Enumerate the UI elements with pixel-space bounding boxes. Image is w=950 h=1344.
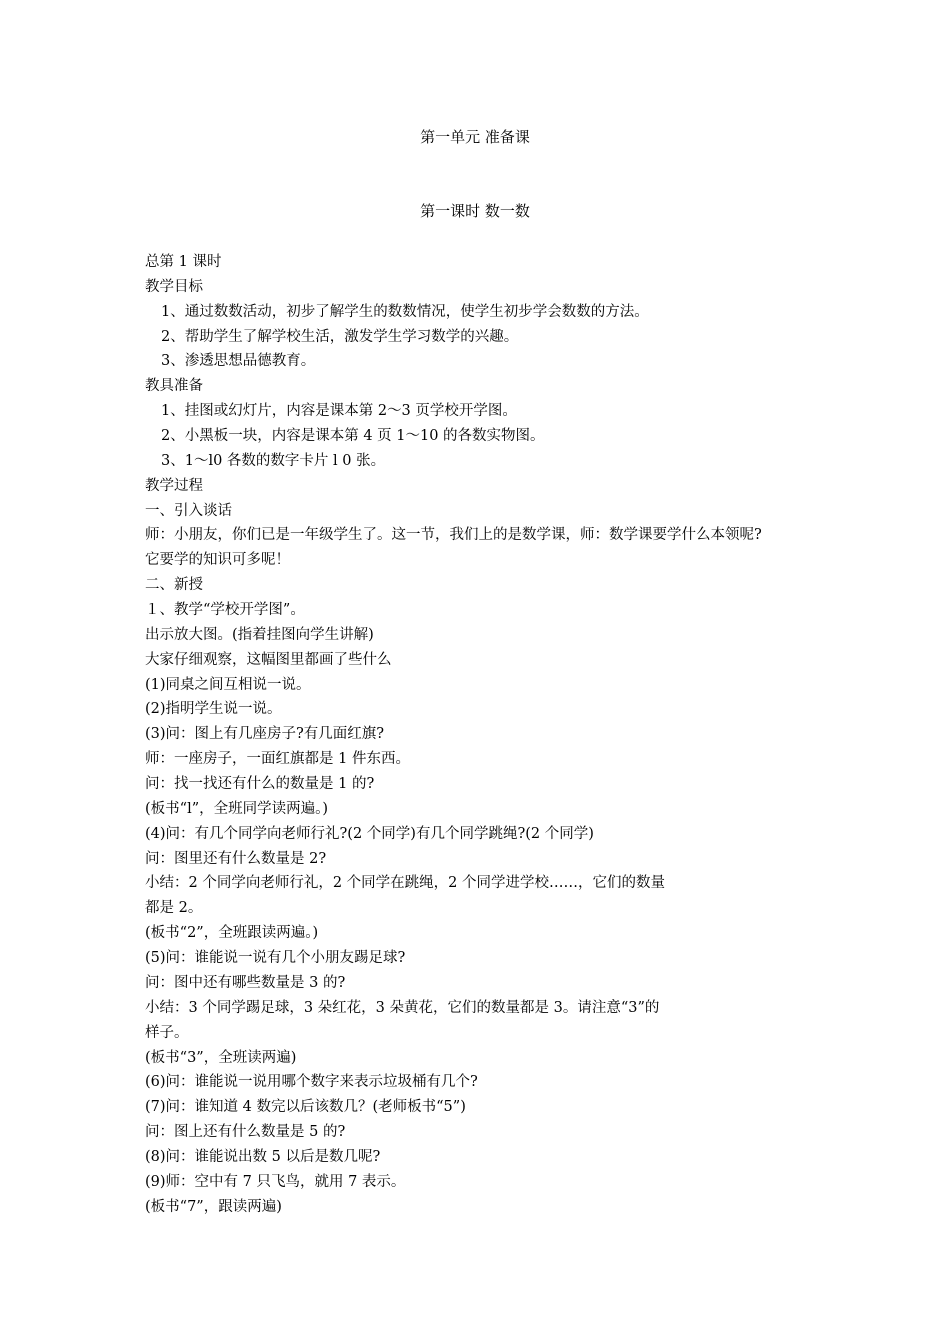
objective-item: 2、帮助学生了解学校生活，激发学生学习数学的兴趣。 xyxy=(161,328,519,345)
paragraph-line: 小结：2 个同学向老师行礼，2 个同学在跳绳，2 个同学进学校……，它们的数量 xyxy=(145,875,666,892)
paragraph-line: (2)指明学生说一说。 xyxy=(145,701,282,718)
paragraph-line: 问：找一找还有什么的数量是 1 的? xyxy=(145,776,375,793)
section-heading-objectives: 教学目标 xyxy=(145,278,203,295)
subsection-heading-introduction: 一、引入谈话 xyxy=(145,502,232,519)
paragraph-line: 都是 2。 xyxy=(145,900,203,917)
section-heading-materials: 教具准备 xyxy=(145,378,203,395)
material-item: 3、1～l0 各数的数字卡片 l 0 张。 xyxy=(161,452,386,469)
section-heading-process: 教学过程 xyxy=(145,477,203,494)
paragraph-line: (板书“3”，全班读两遍) xyxy=(145,1049,297,1066)
paragraph-line: 它要学的知识可多呢！ xyxy=(145,552,290,569)
paragraph-line: 师：小朋友，你们已是一年级学生了。这一节，我们上的是数学课，师：数学课要学什么本领呢? xyxy=(145,527,762,544)
paragraph-line: (板书“l”，全班同学读两遍。) xyxy=(145,800,329,817)
total-lesson-count: 总第 1 课时 xyxy=(145,254,222,270)
material-item: 2、小黑板一块，内容是课本第 4 页 1～10 的各数实物图。 xyxy=(161,428,545,445)
material-item: 1、挂图或幻灯片，内容是课本第 2～3 页学校开学图。 xyxy=(161,403,517,420)
paragraph-line: 师：一座房子，一面红旗都是 1 件东西。 xyxy=(145,751,410,768)
unit-title: 第一单元 准备课 xyxy=(420,128,530,146)
paragraph-line: 出示放大图。(指着挂图向学生讲解) xyxy=(145,626,374,643)
paragraph-line: (8)问：谁能说出数 5 以后是数几呢? xyxy=(145,1148,381,1165)
paragraph-line: (3)问：图上有几座房子?有几面红旗? xyxy=(145,726,385,743)
paragraph-line: (7)问：谁知道 4 数完以后该数几？(老师板书“5”) xyxy=(145,1099,466,1116)
paragraph-line: (1)同桌之间互相说一说。 xyxy=(145,676,311,693)
paragraph-line: (板书“7”，跟读两遍) xyxy=(145,1198,282,1215)
objective-item: 1、通过数数活动，初步了解学生的数数情况，使学生初步学会数数的方法。 xyxy=(161,303,649,320)
paragraph-line: 问：图上还有什么数量是 5 的? xyxy=(145,1124,346,1141)
lesson-body xyxy=(145,250,825,1220)
paragraph-line: (4)问：有几个同学向老师行礼?(2 个同学)有几个同学跳绳?(2 个同学) xyxy=(145,825,594,842)
subsection-heading-new-lesson: 二、新授 xyxy=(145,577,203,594)
lesson-title: 第一课时 数一数 xyxy=(420,202,530,220)
paragraph-line: (6)问：谁能说一说用哪个数字来表示垃圾桶有几个? xyxy=(145,1074,478,1091)
paragraph-line: 大家仔细观察，这幅图里都画了些什么 xyxy=(145,651,392,668)
paragraph-line: １、教学“学校开学图”。 xyxy=(145,602,305,619)
objective-item: 3、渗透思想品德教育。 xyxy=(161,353,316,370)
paragraph-line: 问：图里还有什么数量是 2? xyxy=(145,850,327,867)
paragraph-line: (5)问：谁能说一说有几个小朋友踢足球? xyxy=(145,950,406,967)
paragraph-line: (板书“2”，全班跟读两遍。) xyxy=(145,925,319,942)
paragraph-line: 问：图中还有哪些数量是 3 的? xyxy=(145,974,346,991)
paragraph-line: 小结：3 个同学踢足球，3 朵红花，3 朵黄花，它们的数量都是 3。请注意“3”的 xyxy=(145,999,660,1016)
paragraph-line: (9)师：空中有 7 只飞鸟，就用 7 表示。 xyxy=(145,1173,406,1190)
paragraph-line: 样子。 xyxy=(145,1024,189,1041)
